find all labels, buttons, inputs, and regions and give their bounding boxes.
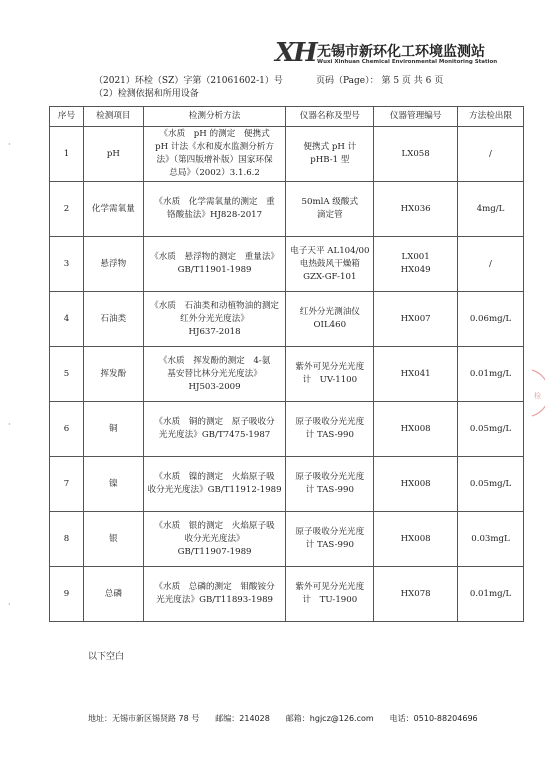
cell-no: 8 [50,512,84,567]
seal-stamp-fragment [530,368,545,418]
report-number: （2021）环检（SZ）字第（21061602-1）号 [94,76,283,86]
cell-method: 《水质 镍的测定 火焰原子吸 收分光光度法》GB/T11912-1989 [143,457,286,512]
contact-footer: 地址：无锡市新区锡贤路 78 号 邮编：214028 邮箱：hgjcz@126.com 电话：0510-88204696 [88,714,478,723]
cell-item: 总磷 [83,567,143,622]
cell-instrument: 原子吸收分光光度 计 TAS-990 [286,512,374,567]
cell-item: 石油类 [83,292,143,347]
section-title: （2）检测依据和所用设备 [94,89,199,99]
binding-mark: · [8,420,11,429]
table-row [50,182,524,237]
header-method: 检测分析方法 [143,107,286,127]
cell-method: 《水质 化学需氧量的测定 重 铬酸盐法》HJ828-2017 [143,182,286,237]
method-equipment-table [49,106,524,622]
table-row [50,292,524,347]
cell-limit: 0.05mg/L [458,402,524,457]
table-row [50,347,524,402]
page-info: 页码（Page）： 第 5 页 共 6 页 [316,76,444,86]
cell-method: 《水质 悬浮物的测定 重量法》 GB/T11901-1989 [143,237,286,292]
table-row [50,512,524,567]
cell-item: 化学需氧量 [83,182,143,237]
org-logo [275,40,505,68]
cell-instrument: 紫外可见分光光度 计 UV-1100 [286,347,374,402]
cell-item: pH [83,127,143,182]
logo-mark: XH [275,38,316,68]
svg-text:检: 检 [534,392,541,400]
cell-no: 9 [50,567,84,622]
cell-method: 《水质 挥发酚的测定 4-氨 基安替比林分光光度法》 HJ503-2009 [143,347,286,402]
cell-instrument: 50mlA 级酸式 滴定管 [286,182,374,237]
cell-method: 《水质 银的测定 火焰原子吸 收分光光度法》 GB/T11907-1989 [143,512,286,567]
cell-limit: 0.06mg/L [458,292,524,347]
cell-no: 2 [50,182,84,237]
cell-mgmt-no: HX078 [374,567,458,622]
cell-mgmt-no: HX036 [374,182,458,237]
cell-mgmt-no: HX008 [374,402,458,457]
cell-no: 6 [50,402,84,457]
cell-no: 5 [50,347,84,402]
header-item: 检测项目 [83,107,143,127]
cell-item: 悬浮物 [83,237,143,292]
cell-no: 7 [50,457,84,512]
cell-item: 银 [83,512,143,567]
cell-no: 3 [50,237,84,292]
cell-mgmt-no: LX001 HX049 [374,237,458,292]
cell-limit: 0.01mg/L [458,347,524,402]
cell-mgmt-no: HX008 [374,457,458,512]
table-header-row [50,107,524,127]
header-detection-limit: 方法检出限 [458,107,524,127]
cell-item: 挥发酚 [83,347,143,402]
header-mgmt-no: 仪器管理编号 [374,107,458,127]
cell-instrument: 便携式 pH 计 pHB-1 型 [286,127,374,182]
table-row [50,457,524,512]
org-name: 无锡市新环化工环境监测站 [317,44,485,60]
org-name-en: Wuxi Xinhuan Chemical Environmental Monitoring Station [317,59,498,65]
cell-method: 《水质 铜的测定 原子吸收分 光光度法》GB/T7475-1987 [143,402,286,457]
cell-item: 铜 [83,402,143,457]
binding-mark: · [8,600,11,609]
table-row [50,402,524,457]
cell-mgmt-no: HX007 [374,292,458,347]
cell-no: 1 [50,127,84,182]
cell-instrument: 电子天平 AL104/00 电热鼓风干燥箱 GZX-GF-101 [286,237,374,292]
cell-method: 《水质 石油类和动植物油的测定 红外分光光度法》 HJ637-2018 [143,292,286,347]
cell-limit: 0.03mgL [458,512,524,567]
cell-method: 《水质 总磷的测定 钼酸铵分 光光度法》GB/T11893-1989 [143,567,286,622]
table-row [50,237,524,292]
cell-instrument: 紫外可见分光光度 计 TU-1900 [286,567,374,622]
table-row [50,127,524,182]
cell-instrument: 原子吸收分光光度 计 TAS-990 [286,457,374,512]
cell-limit: / [458,127,524,182]
cell-mgmt-no: HX008 [374,512,458,567]
cell-mgmt-no: LX058 [374,127,458,182]
table-row [50,567,524,622]
cell-limit: 0.05mg/L [458,457,524,512]
cell-instrument: 红外分光测油仪 OIL460 [286,292,374,347]
cell-item: 镍 [83,457,143,512]
cell-limit: 4mg/L [458,182,524,237]
header-instrument: 仪器名称及型号 [286,107,374,127]
cell-limit: / [458,237,524,292]
end-of-table-note: 以下空白 [88,652,125,662]
cell-no: 4 [50,292,84,347]
header-no: 序号 [50,107,84,127]
cell-method: 《水质 pH 的测定 便携式 pH 计法《水和废水监测分析方 法》（第四版增补版）国家环保 总局》（2002）3.1.6.2 [143,127,286,182]
cell-limit: 0.01mg/L [458,567,524,622]
binding-mark: · [8,140,11,149]
cell-mgmt-no: HX041 [374,347,458,402]
cell-instrument: 原子吸收分光光度 计 TAS-990 [286,402,374,457]
